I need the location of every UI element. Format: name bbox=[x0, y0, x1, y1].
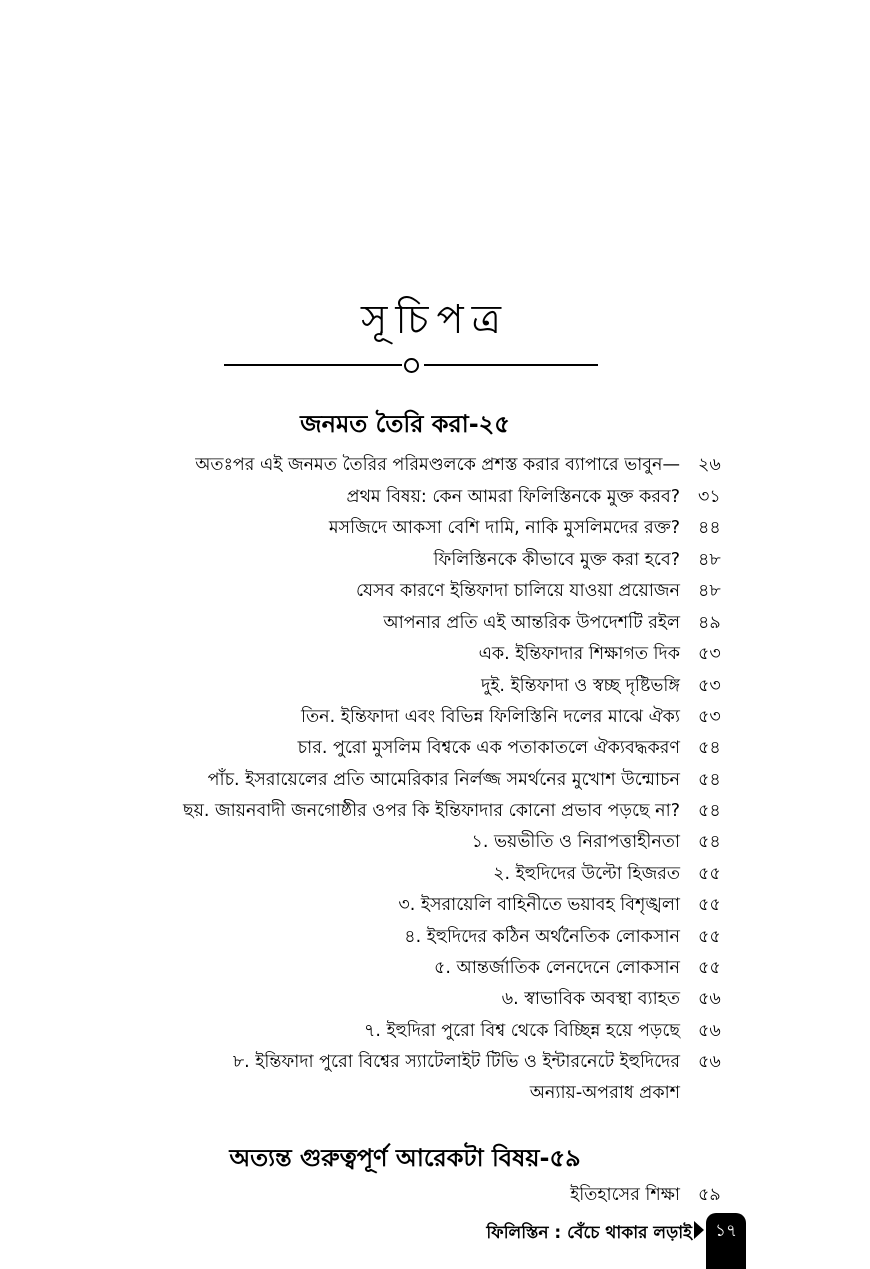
toc-page-number: ৫৫ bbox=[698, 864, 721, 884]
triangle-right-icon bbox=[694, 1221, 704, 1239]
toc-entry: অতঃপর এই জনমত তৈরির পরিমণ্ডলকে প্রশস্ত করার ব্যাপারে ভাবুন— bbox=[195, 455, 680, 475]
toc-entry: ৩. ইসরায়েলি বাহিনীতে ভয়াবহ বিশৃঙ্খলা bbox=[398, 895, 680, 915]
divider-ornament bbox=[404, 358, 419, 373]
toc-entry: ২. ইহুদিদের উল্টো হিজরত bbox=[493, 864, 680, 884]
toc-page-number: ৪৪ bbox=[698, 518, 721, 538]
toc-page-number: ৪৯ bbox=[698, 613, 721, 633]
toc-page-number: ৫৬ bbox=[698, 989, 721, 1009]
toc-page-number: ৩১ bbox=[698, 487, 721, 507]
toc-entry: যেসব কারণে ইন্তিফাদা চালিয়ে যাওয়া প্রয়োজন bbox=[355, 581, 680, 601]
toc-entry: তিন. ইন্তিফাদা এবং বিভিন্ন ফিলিস্তিনি দলের মাঝে ঐক্য bbox=[301, 707, 680, 727]
toc-heading: সূচিপত্র bbox=[361, 297, 509, 343]
footer-page-number: ১৭ bbox=[706, 1213, 746, 1269]
toc-page-number: ৫৩ bbox=[698, 707, 721, 727]
divider-line-left bbox=[224, 364, 402, 366]
toc-entry: ৬. স্বাভাবিক অবস্থা ব্যাহত bbox=[501, 989, 680, 1009]
toc-page-number: ৫৬ bbox=[698, 1052, 721, 1072]
toc-entry: এক. ইন্তিফাদার শিক্ষাগত দিক bbox=[478, 644, 680, 664]
toc-entry: ৫. আন্তর্জাতিক লেনদেনে লোকসান bbox=[433, 958, 680, 978]
toc-page-number: ৫৪ bbox=[698, 801, 721, 821]
toc-page-number: ৫৫ bbox=[698, 958, 721, 978]
toc-entry: ১. ভয়ভীতি ও নিরাপত্তাহীনতা bbox=[471, 832, 680, 852]
toc-entry: পাঁচ. ইসরায়েলের প্রতি আমেরিকার নির্লজ্জ সমর্থনের মুখোশ উন্মোচন bbox=[207, 770, 680, 790]
toc-page-number: ৫৯ bbox=[698, 1185, 721, 1205]
toc-page-number: ৫৩ bbox=[698, 644, 721, 664]
footer-book-title: ফিলিস্তিন : বেঁচে থাকার লড়াই bbox=[486, 1223, 692, 1243]
toc-page-number: ৫৩ bbox=[698, 676, 721, 696]
toc-entry: ইতিহাসের শিক্ষা bbox=[570, 1185, 680, 1205]
toc-page-number: ৫৫ bbox=[698, 895, 721, 915]
toc-page-number: ৪৮ bbox=[698, 581, 721, 601]
toc-entry: ৭. ইহুদিরা পুরো বিশ্ব থেকে বিচ্ছিন্ন হয়ে পড়ছে bbox=[364, 1021, 680, 1041]
section-heading: জনমত তৈরি করা-২৫ bbox=[300, 410, 510, 438]
toc-page-number: ৫৪ bbox=[698, 738, 721, 758]
toc-page-number: ৫৪ bbox=[698, 832, 721, 852]
toc-entry: মসজিদে আকসা বেশি দামি, নাকি মুসলিমদের রক্ত? bbox=[328, 518, 680, 538]
toc-entry: চার. পুরো মুসলিম বিশ্বকে এক পতাকাতলে ঐক্যবদ্ধকরণ bbox=[297, 738, 680, 758]
section-heading: অত্যন্ত গুরুত্বপূর্ণ আরেকটা বিষয়-৫৯ bbox=[229, 1144, 581, 1172]
toc-entry: ৪. ইহুদিদের কঠিন অর্থনৈতিক লোকসান bbox=[404, 927, 680, 947]
toc-entry: ৮. ইন্তিফাদা পুরো বিশ্বের স্যাটেলাইট টিভি ও ইন্টারনেটে ইহুদিদের bbox=[232, 1052, 680, 1072]
toc-entry: দুই. ইন্তিফাদা ও স্বচ্ছ দৃষ্টিভঙ্গি bbox=[481, 676, 680, 696]
toc-page-number: ৪৮ bbox=[698, 550, 721, 570]
toc-page-number: ৫৫ bbox=[698, 927, 721, 947]
toc-entry: ছয়. জায়নবাদী জনগোষ্ঠীর ওপর কি ইন্তিফাদার কোনো প্রভাব পড়ছে না? bbox=[182, 801, 680, 821]
toc-page-number: ২৬ bbox=[698, 455, 721, 475]
toc-entry: ফিলিস্তিনকে কীভাবে মুক্ত করা হবে? bbox=[433, 550, 680, 570]
toc-page-number: ৫৪ bbox=[698, 770, 721, 790]
divider-line-right bbox=[424, 364, 598, 366]
toc-entry-continuation: অন্যায়-অপরাধ প্রকাশ bbox=[529, 1083, 680, 1103]
toc-page-number: ৫৬ bbox=[698, 1021, 721, 1041]
toc-entry: প্রথম বিষয়: কেন আমরা ফিলিস্তিনকে মুক্ত করব? bbox=[346, 487, 680, 507]
toc-entry: আপনার প্রতি এই আন্তরিক উপদেশটি রইল bbox=[383, 613, 680, 633]
